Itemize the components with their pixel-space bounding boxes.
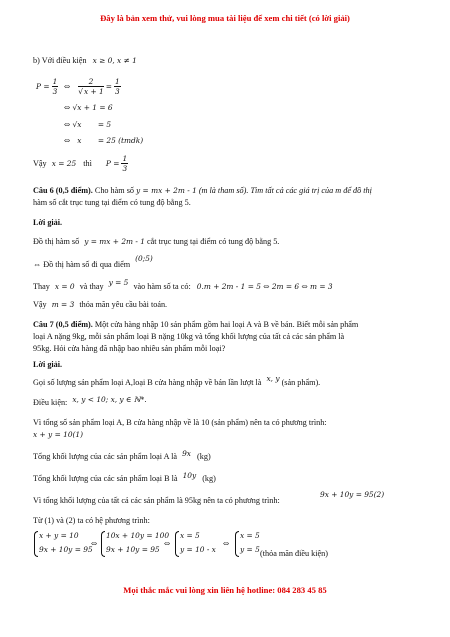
cau7-title: Câu 7 (0,5 điểm). (33, 320, 93, 329)
cau6-line3-y: y = 5 (108, 278, 129, 287)
cau7-equation1: x + y = 10(1) (33, 430, 83, 439)
cau7-line5 (33, 471, 216, 483)
cau7-solution-heading: Lời giải. (33, 360, 63, 369)
step4-equation: ⇔ x = 25 (tmdk) (64, 136, 144, 145)
cau7-line1-b: (sản phẩm). (281, 378, 321, 387)
cau6-line2-a: ⇔ Đồ thị hàm số đi qua điểm (33, 260, 131, 269)
hotline-banner: Mọi thắc mắc vui lòng xin liên hệ hotline: 084 283 45 85 (123, 585, 327, 595)
p-definition (36, 77, 58, 96)
cau7-line2-a: Điều kiện: (33, 398, 68, 407)
conclusion-text-b: thì (83, 159, 92, 168)
cau7-line2-condition: x, y < 10; x, y ∈ ℕ*. (72, 395, 147, 404)
step1-rhs-denominator: 3 (115, 87, 120, 96)
cau7-line4-mass: 9x (182, 449, 191, 458)
system1-row2: 9x + 10y = 95 (39, 545, 93, 554)
cau7-line5-mass: 10y (182, 471, 197, 480)
step2-equation: ⇔ √x + 1 = 6 (64, 103, 113, 112)
step1-rhs-numerator: 1 (115, 77, 120, 86)
system3-row1: x = 5 (180, 531, 200, 540)
cau7-equation2: 9x + 10y = 95(2) (320, 490, 385, 499)
cau7-text-c: 95kg. Hỏi cửa hàng đã nhập bao nhiêu sản phẩm mỗi loại? (33, 344, 226, 353)
cau6-line3 (33, 278, 333, 291)
cau6-line4-m: m = 3 (51, 300, 75, 309)
cau7-line1 (33, 374, 321, 387)
part-b-conclusion (33, 154, 128, 173)
step3-equation: ⇔ √x = 5 (64, 120, 112, 129)
system-note: (thỏa mãn điều kiện) (260, 549, 328, 558)
cau7-text-a: Một cửa hàng nhập 10 sản phẩm gồm hai loại A và B về bán. Biết mỗi sản phẩm (92, 320, 359, 329)
conclusion-numerator: 1 (122, 154, 128, 163)
cau7-line1-a: Gọi số lượng sản phẩm loại A,loại B cửa hàng nhập về bán lần lượt là (33, 378, 262, 387)
conclusion-text-a: Vậy (33, 159, 47, 168)
cau6-text-c: hàm số cắt trục tung tại điểm có tung độ bằng 5. (33, 198, 191, 207)
cau6-solution-heading: Lời giải. (33, 218, 63, 227)
step1-den-rest: + 1 (90, 87, 104, 96)
cau6-line2 (33, 254, 153, 269)
cau7-line5-a: Tổng khối lượng của các sản phẩm loại B là (33, 474, 178, 483)
cau6-line1-a: Đồ thị hàm số (33, 237, 80, 246)
cau6-line3-a: Thay (33, 282, 50, 291)
cau7-line7: Từ (1) và (2) ta có hệ phương trình: (33, 516, 150, 525)
step1-rhs-fraction (114, 77, 121, 96)
cau6-line4 (33, 300, 167, 309)
p-fraction (52, 77, 59, 96)
cau7-line4 (33, 449, 211, 461)
step1-numerator: 2 (78, 77, 104, 87)
system4-brace (235, 531, 239, 557)
cau6-line3-c: vào hàm số ta có: (133, 282, 191, 291)
cau6-text-a: Cho hàm số (92, 186, 134, 195)
system4-row2: y = 5 (240, 545, 260, 554)
system-arrow-3: ⇔ (223, 539, 230, 548)
step1-root: x (83, 87, 89, 96)
cau7-line4-unit: (kg) (197, 452, 211, 461)
system4-row1: x = 5 (240, 531, 260, 540)
system-arrow-2: ⇔ (164, 539, 171, 548)
p-denominator: 3 (52, 87, 58, 96)
conclusion-p: P = (105, 159, 120, 168)
cau6-title: Câu 6 (0,5 điểm). (33, 186, 93, 195)
cau6-line4-a: Vậy (33, 300, 47, 309)
system1-brace (34, 531, 38, 557)
system1-row1: x + y = 10 (39, 531, 79, 540)
system-arrow-1: ⇔ (91, 539, 98, 548)
cau7-line1-vars: x, y (266, 374, 280, 383)
cau6-line1-b: cắt trục tung tại điểm có tung độ bằng 5. (147, 237, 280, 246)
step1-equals: = (105, 82, 112, 91)
cau6-function: y = mx + 2m - 1 (136, 186, 197, 195)
preview-banner: Đây là bản xem thử, vui lòng mua tài liệu để xem chi tiết (có lời giải) (100, 13, 350, 23)
system3-brace (175, 531, 179, 557)
system3-row2: y = 10 - x (180, 545, 216, 554)
part-b-intro-text: b) Với điều kiện (33, 56, 87, 65)
p-numerator: 1 (52, 77, 58, 86)
part-b-condition: x ≥ 0, x ≠ 1 (92, 56, 137, 65)
cau7-line3: Vì tổng số sản phẩm loại A, B cửa hàng nhập về là 10 (sản phẩm) nên ta có phương trình: (33, 418, 327, 427)
system2-brace (101, 531, 105, 557)
step1-fraction (78, 77, 104, 96)
cau6-line1-function: y = mx + 2m - 1 (84, 237, 145, 246)
step1-denominator: √x + 1 (78, 87, 104, 96)
cau7-line2 (33, 395, 147, 407)
part-b-intro (33, 56, 137, 65)
step1-arrow: ⇔ (64, 82, 71, 91)
conclusion-denominator: 3 (122, 164, 128, 173)
system2-row2: 9x + 10y = 95 (106, 545, 160, 554)
cau7-line5-unit: (kg) (202, 474, 216, 483)
conclusion-x: x = 25 (51, 159, 77, 168)
step1-equation (64, 77, 121, 96)
cau7-line4-a: Tổng khối lượng của các sản phẩm loại A là (33, 452, 178, 461)
cau7-line6: Vì tổng khối lượng của tất cả các sản phẩm là 95kg nên ta có phương trình: (33, 496, 280, 505)
cau6-line1 (33, 237, 279, 246)
cau6-point: (0;5) (135, 254, 153, 263)
cau6-line4-b: thỏa mãn yêu cầu bài toán. (79, 300, 168, 309)
cau6-question (33, 186, 372, 195)
cau7-text-b: loại A nặng 9kg, mỗi sản phẩm loại B nặng 10kg và tổng khối lượng của tất cả các sản phẩm là (33, 332, 345, 341)
system2-row1: 10x + 10y = 100 (106, 531, 170, 540)
cau6-line3-b: và thay (79, 282, 104, 291)
p-label: P = (36, 82, 50, 91)
cau6-line3-equation: 0.m + 2m - 1 = 5 ⇔ 2m = 6 ⇔ m = 3 (196, 282, 333, 291)
conclusion-fraction (121, 154, 128, 173)
cau6-line3-x: x = 0 (54, 282, 75, 291)
cau6-text-b: (m là tham số). Tìm tất cả các giá trị của m để đồ thị (198, 186, 372, 195)
cau7-question-line1 (33, 320, 358, 329)
